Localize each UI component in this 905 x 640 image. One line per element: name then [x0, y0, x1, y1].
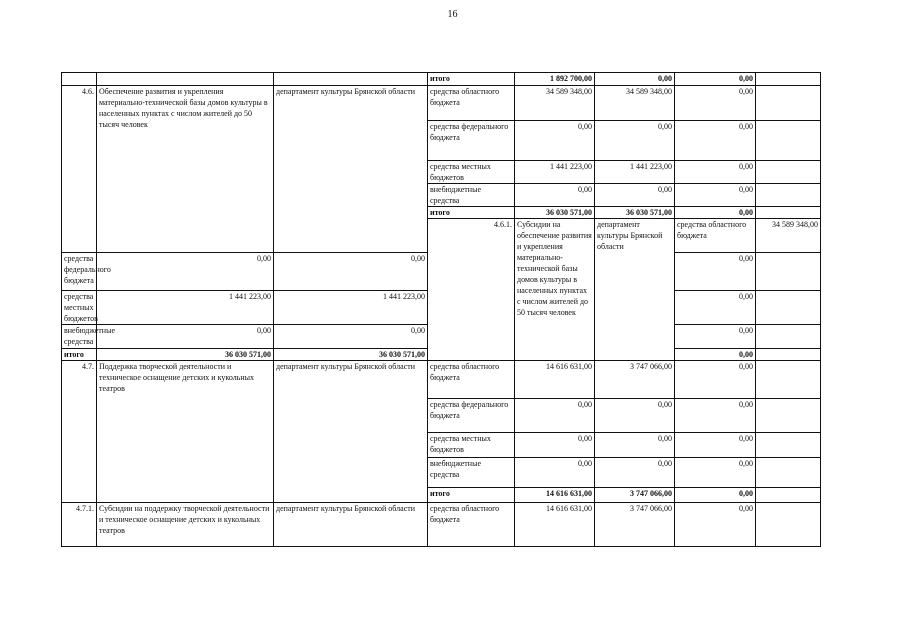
amount-year-cell: 0,00 [595, 73, 675, 86]
item-code-cell: 4.7.1. [62, 503, 97, 547]
notes-cell [756, 488, 821, 503]
amount-year-cell: 36 030 571,00 [274, 349, 428, 361]
budget-table [61, 72, 821, 547]
amount-extra-cell: 0,00 [675, 253, 756, 291]
item-department-cell: департамент культуры Брянской области [595, 219, 675, 361]
amount-total-cell: 0,00 [515, 458, 595, 488]
amount-year-cell: 0,00 [595, 458, 675, 488]
amount-extra-cell: 0,00 [675, 361, 756, 399]
notes-cell [756, 73, 821, 86]
funding-source-cell: средства федерального бюджета [62, 253, 97, 291]
amount-year-cell: 0,00 [595, 184, 675, 207]
table-row [62, 361, 821, 399]
amount-extra-cell: 0,00 [675, 184, 756, 207]
amount-total-cell: 14 616 631,00 [515, 503, 595, 547]
notes-cell [756, 184, 821, 207]
amount-year-cell: 0,00 [274, 253, 428, 291]
notes-cell [756, 207, 821, 219]
amount-year-cell: 1 441 223,00 [274, 291, 428, 325]
notes-cell [756, 433, 821, 458]
item-description-cell: Обеспечение развития и укрепления материально-технической базы домов культуры в населенных пунктах с числом жителей до 50 тысяч человек [97, 86, 274, 253]
funding-source-cell: средства федерального бюджета [428, 121, 515, 161]
amount-total-cell: 0,00 [515, 121, 595, 161]
amount-extra-cell: 0,00 [675, 291, 756, 325]
amount-total-cell: 1 892 700,00 [515, 73, 595, 86]
funding-source-cell: средства федерального бюджета [428, 399, 515, 433]
notes-cell [756, 503, 821, 547]
amount-total-cell: 0,00 [515, 184, 595, 207]
funding-source-cell: итого [428, 488, 515, 503]
funding-source-cell: внебюджетные средства [428, 458, 515, 488]
notes-cell [756, 349, 821, 361]
notes-cell [756, 458, 821, 488]
notes-cell [756, 121, 821, 161]
amount-extra-cell: 0,00 [675, 458, 756, 488]
amount-extra-cell: 0,00 [675, 121, 756, 161]
amount-year-cell: 36 030 571,00 [595, 207, 675, 219]
funding-source-cell: итого [62, 349, 97, 361]
amount-extra-cell: 0,00 [675, 433, 756, 458]
amount-extra-cell: 0,00 [675, 325, 756, 349]
funding-source-cell: средства областного бюджета [675, 219, 756, 253]
amount-total-cell: 14 616 631,00 [515, 488, 595, 503]
item-department-cell: департамент культуры Брянской области [274, 86, 428, 253]
table-row [62, 503, 821, 547]
amount-total-cell: 1 441 223,00 [97, 291, 274, 325]
amount-total-cell: 36 030 571,00 [97, 349, 274, 361]
item-department-cell: департамент культуры Брянской области [274, 361, 428, 503]
amount-extra-cell: 0,00 [675, 73, 756, 86]
table-row [62, 86, 821, 121]
amount-year-cell: 1 441 223,00 [595, 161, 675, 184]
item-code-cell: 4.7. [62, 361, 97, 503]
item-code-cell [62, 73, 97, 86]
page-number: 16 [447, 9, 458, 20]
amount-year-cell: 3 747 066,00 [595, 488, 675, 503]
amount-extra-cell: 0,00 [675, 349, 756, 361]
item-description-cell [97, 73, 274, 86]
item-department-cell [274, 73, 428, 86]
amount-total-cell: 36 030 571,00 [515, 207, 595, 219]
amount-extra-cell: 0,00 [675, 503, 756, 547]
funding-source-cell: итого [428, 73, 515, 86]
funding-source-cell: внебюджетные средства [428, 184, 515, 207]
funding-source-cell: средства областного бюджета [428, 361, 515, 399]
item-code-cell: 4.6. [62, 86, 97, 253]
table-total-row [62, 73, 821, 86]
amount-total-cell: 0,00 [515, 399, 595, 433]
funding-source-cell: внебюджетные средства [62, 325, 97, 349]
funding-source-cell: средства местных бюджетов [428, 161, 515, 184]
amount-total-cell: 0,00 [97, 325, 274, 349]
item-description-cell: Поддержка творческой деятельности и техническое оснащение детских и кукольных театров [97, 361, 274, 503]
amount-total-cell: 1 441 223,00 [515, 161, 595, 184]
amount-year-cell: 0,00 [595, 433, 675, 458]
notes-cell [756, 361, 821, 399]
amount-total-cell: 0,00 [97, 253, 274, 291]
item-description-cell: Субсидии на обеспечение развития и укрепления материально-технической базы домов культуры в населенных пунктах с числом жителей до 50 тысяч человек [515, 219, 595, 361]
funding-source-cell: средства областного бюджета [428, 503, 515, 547]
amount-year-cell: 0,00 [274, 325, 428, 349]
notes-cell [756, 253, 821, 291]
item-code-cell: 4.6.1. [428, 219, 515, 361]
notes-cell [756, 291, 821, 325]
notes-cell [756, 86, 821, 121]
amount-total-cell: 34 589 348,00 [756, 219, 821, 253]
amount-year-cell: 3 747 066,00 [595, 361, 675, 399]
item-department-cell: департамент культуры Брянской области [274, 503, 428, 547]
funding-source-cell: средства местных бюджетов [428, 433, 515, 458]
amount-year-cell: 34 589 348,00 [595, 86, 675, 121]
amount-year-cell: 0,00 [595, 399, 675, 433]
amount-extra-cell: 0,00 [675, 399, 756, 433]
amount-year-cell: 3 747 066,00 [595, 503, 675, 547]
amount-total-cell: 34 589 348,00 [515, 86, 595, 121]
amount-year-cell: 0,00 [595, 121, 675, 161]
notes-cell [756, 161, 821, 184]
amount-total-cell: 14 616 631,00 [515, 361, 595, 399]
amount-total-cell: 0,00 [515, 433, 595, 458]
funding-source-cell: средства местных бюджетов [62, 291, 97, 325]
amount-extra-cell: 0,00 [675, 488, 756, 503]
funding-source-cell: средства областного бюджета [428, 86, 515, 121]
amount-extra-cell: 0,00 [675, 86, 756, 121]
item-description-cell: Субсидии на поддержку творческой деятельности и техническое оснащение детских и кукольных театров [97, 503, 274, 547]
amount-extra-cell: 0,00 [675, 207, 756, 219]
funding-source-cell: итого [428, 207, 515, 219]
amount-extra-cell: 0,00 [675, 161, 756, 184]
notes-cell [756, 325, 821, 349]
notes-cell [756, 399, 821, 433]
